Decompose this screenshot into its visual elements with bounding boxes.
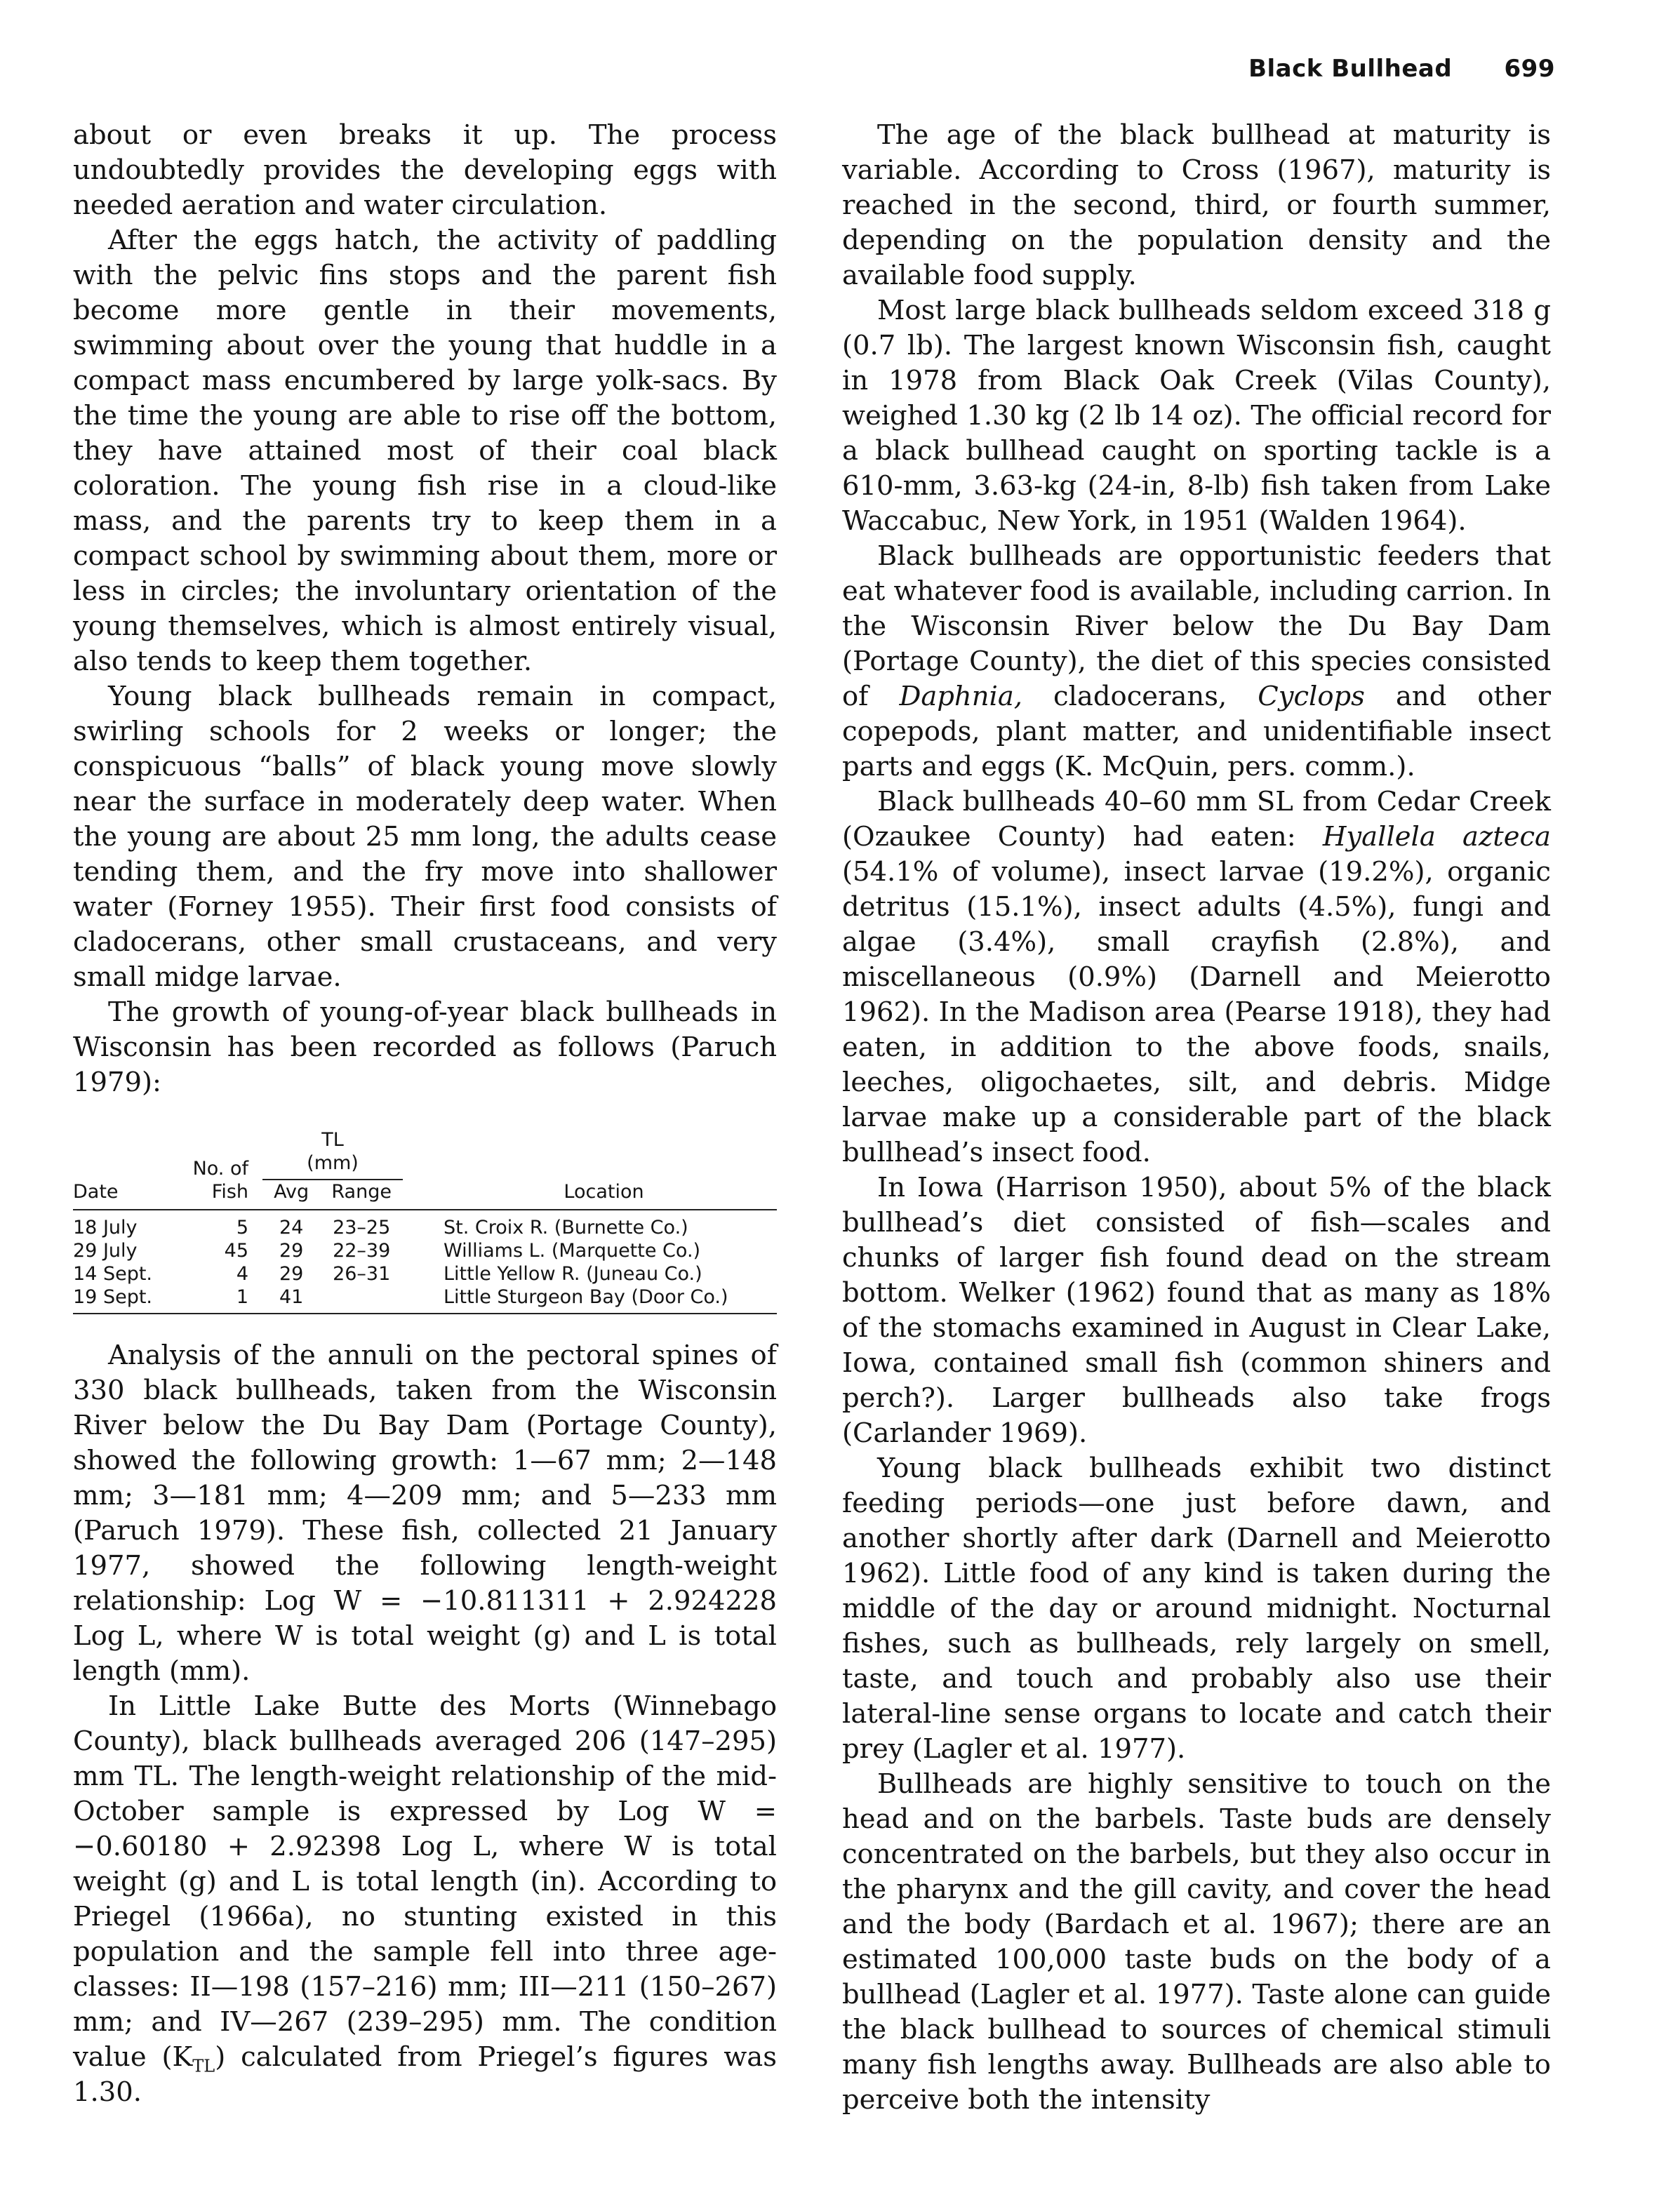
- cell-fish: 45: [224, 1240, 248, 1262]
- cell-avg: 41: [262, 1286, 320, 1314]
- fish-header: Fish: [185, 1180, 262, 1210]
- table-row: [73, 1286, 777, 1314]
- paragraph: In Iowa (Harrison 1950), about 5% of the black bullhead’s diet consisted of fish—scales and chunks of larger fish found dead on the stream bottom. Welker (1962) found that as many as 18% of the stomachs examined in August in Clear Lake, Iowa, contained small fish (common shiners and perch?). Larger bullheads also take frogs (Carlander 1969).: [842, 1172, 1551, 1449]
- tl-header: TL: [321, 1129, 344, 1151]
- avg-header: Avg: [262, 1180, 320, 1210]
- cell-fish: 1: [185, 1286, 262, 1314]
- cell-range: [320, 1286, 403, 1314]
- mm-header: (mm): [262, 1151, 403, 1180]
- table-row: [73, 1262, 777, 1286]
- range-header: Range: [320, 1180, 403, 1210]
- location-header: Location: [403, 1180, 777, 1210]
- running-header-title: Black Bullhead: [1248, 55, 1453, 83]
- paragraph: Most large black bullheads seldom exceed 318 g (0.7 lb). The largest known Wisconsin fish, caught in 1978 from Black Oak Creek (Vilas County), weighed 1.30 kg (2 lb 14 oz). The official record for a black bullhead caught on sporting tackle is a 610-mm, 3.63-kg (24-in, 8-lb) fish taken from Lake Waccabuc, New York, in 1951 (Walden 1964).: [842, 295, 1551, 537]
- date-header: Date: [73, 1180, 185, 1210]
- paragraph: about or even breaks it up. The process undoubtedly provides the developing eggs with needed aeration and water circulation.: [73, 119, 777, 221]
- cell-range: 22–39: [333, 1240, 391, 1262]
- paragraph: Black bullheads are opportunistic feeders that eat whatever food is available, including carrion. In the Wisconsin River below the Du Bay Dam (Portage County), the diet of this species consisted of Daphnia, cladocerans, Cyclops and other copepods, plant matter, and unidentifiable insect parts and eggs (K. McQuin, pers. comm.).: [842, 540, 1552, 782]
- cell-avg: 29: [279, 1240, 304, 1262]
- paragraph: After the eggs hatch, the activity of paddling with the pelvic fins stops and the parent fish become more gentle in their movements, swimming about over the young that huddle in a compact mass encumbered by large yolk-sacs. By the time the young are able to rise off the bottom, they have attained most of their coal black coloration. The young fish rise in a cloud-like mass, and the parents try to keep them in a compact school by swimming about them, more or less in circles; the involuntary orientation of the young themselves, which is almost entirely visual, also tends to keep them together.: [73, 225, 777, 677]
- no-of-header: No. of: [192, 1158, 248, 1180]
- cell-range: 23–25: [333, 1217, 391, 1238]
- cell-avg: 24: [279, 1217, 304, 1238]
- right-column: [842, 118, 1551, 2118]
- cell-location: Little Sturgeon Bay (Door Co.): [403, 1286, 777, 1314]
- paragraph: Young black bullheads remain in compact, swirling schools for 2 weeks or longer; the conspicuous “balls” of black young move slowly near the surface in moderately deep water. When the young are about 25 mm long, the adults cease tending them, and the fry move into shallower water (Forney 1955). Their first food consists of cladocerans, other small crustaceans, and very small midge larvae.: [73, 681, 777, 993]
- paragraph: Black bullheads 40–60 mm SL from Cedar Creek (Ozaukee County) had eaten: Hyallela azteca (54.1% of volume), insect larvae (19.2%), organic detritus (15.1%), insect adults (4.5%), fungi and algae (3.4%), small crayfish (2.8%), and miscellaneous (0.9%) (Darnell and Meierotto 1962). In the Madison area (Pearse 1918), they had eaten, in addition to the above foods, snails, leeches, oligochaetes, silt, and debris. Midge larvae make up a considerable part of the black bullhead’s insect food.: [842, 786, 1552, 1168]
- table-row: [73, 1239, 777, 1262]
- cell-range: 26–31: [333, 1263, 391, 1285]
- page-number: 699: [1504, 55, 1555, 83]
- left-column: [73, 118, 777, 2110]
- paragraph: In Little Lake Butte des Morts (Winnebago County), black bullheads averaged 206 (147–295) mm TL. The length-weight relationship of the mid-October sample is expressed by Log W = −0.60180 + 2.92398 Log L, where W is total weight (g) and L is total length (in). According to Priegel (1966a), no stunting existed in this population and the sample fell into three age-classes: II—198 (157–216) mm; III—211 (150–267) mm; and IV—267 (239–295) mm. The condition value $(K_{TL})$ calculated from Priegel’s figures was 1.30.: [73, 1690, 777, 2108]
- cell-fish: 4: [236, 1263, 248, 1285]
- cell-location: Williams L. (Marquette Co.): [444, 1240, 701, 1262]
- cell-date: 18 July: [73, 1217, 138, 1238]
- running-header: [1248, 55, 1555, 83]
- table-row: [73, 1210, 777, 1239]
- growth-table: [73, 1128, 777, 1314]
- paragraph: The age of the black bullhead at maturity is variable. According to Cross (1967), maturity is reached in the second, third, or fourth summer, depending on the population density and the available food supply.: [842, 119, 1551, 291]
- cell-date: 19 Sept.: [73, 1286, 185, 1314]
- cell-avg: 29: [279, 1263, 304, 1285]
- paragraph: Analysis of the annuli on the pectoral spines of 330 black bullheads, taken from the Wisconsin River below the Du Bay Dam (Portage County), showed the following growth: 1—67 mm; 2—148 mm; 3—181 mm; 4—209 mm; and 5—233 mm (Paruch 1979). These fish, collected 21 January 1977, showed the following length-weight relationship: Log W = −10.811311 + 2.924228 Log L, where W is total weight (g) and L is total length (mm).: [73, 1340, 777, 1687]
- paragraph: Bullheads are highly sensitive to touch on the head and on the barbels. Taste buds are densely concentrated on the barbels, but they also occur in the pharynx and the gill cavity, and cover the head and the body (Bardach et al. 1967); there are an estimated 100,000 taste buds on the body of a bullhead (Lagler et al. 1977). Taste alone can guide the black bullhead to sources of chemical stimuli many fish lengths away. Bullheads are also able to perceive both the intensity: [842, 1768, 1551, 2116]
- cell-date: 14 Sept.: [73, 1263, 152, 1285]
- paragraph: Young black bullheads exhibit two distinct feeding periods—one just before dawn, and another shortly after dark (Darnell and Meierotto 1962). Little food of any kind is taken during the middle of the day or around midnight. Nocturnal fishes, such as bullheads, rely largely on smell, taste, and touch and probably also use their lateral-line sense organs to locate and catch their prey (Lagler et al. 1977).: [842, 1453, 1551, 1765]
- paragraph: The growth of young-of-year black bullheads in Wisconsin has been recorded as follows (Paruch 1979):: [73, 996, 777, 1098]
- cell-location: St. Croix R. (Burnette Co.): [444, 1217, 688, 1238]
- cell-fish: 5: [236, 1217, 248, 1238]
- cell-location: Little Yellow R. (Juneau Co.): [444, 1263, 702, 1285]
- cell-date: 29 July: [73, 1240, 138, 1262]
